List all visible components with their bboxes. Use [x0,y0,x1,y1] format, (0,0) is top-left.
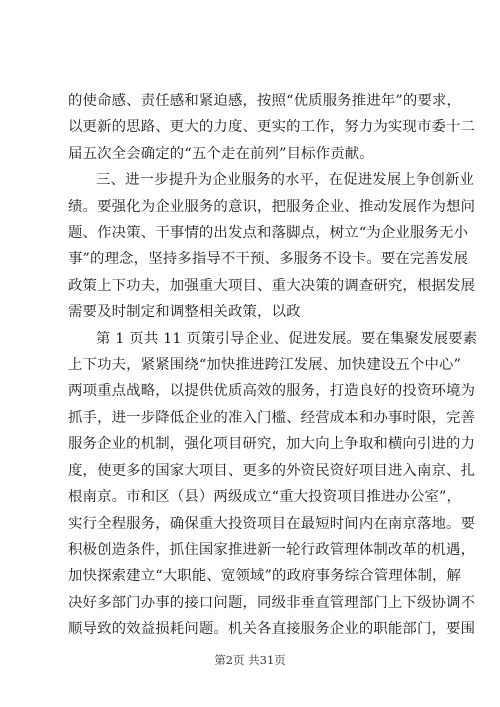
text-line: 积极创造条件，抓住国家推进新一轮行政管理体制改革的机遇， [68,541,476,558]
text-line: 的使命感、责任感和紧迫感，按照“优质服务推进年”的要求， [68,93,462,109]
paragraph-3 [68,326,478,643]
text-line: 届五次全会确定的“五个走在前列”目标作贡献。 [68,145,374,162]
text-line: 事”的理念，坚持多指导不干预、多服务不设卡。要在完善发展 [68,251,469,268]
text-line: 绩。要强化为企业服务的意识，把服务企业、推动发展作为想问 [68,198,476,215]
text-line: 需要及时制定和调整相关政策，以政 [68,304,301,321]
text-line: 服务企业的机制，强化项目研究，加大向上争取和横向引进的力 [68,436,476,453]
document-body [68,88,478,643]
text-line: 顺导致的效益损耗问题。机关各直接服务企业的职能部门，要围 [68,621,476,638]
text-line: 三、进一步提升为企业服务的水平，在促进发展上争创新业 [96,172,475,189]
text-line: 实行全程服务，确保重大投资项目在最短时间内在南京落地。要 [68,515,476,532]
text-line: 决好多部门办事的接口问题，同级非垂直管理部门上下级协调不 [68,594,476,611]
page-number: 第2页 共31页 [214,653,286,667]
text-line: 题、作决策、干事情的出发点和落脚点，树立“为企业服务无小 [68,225,469,242]
text-line: 以更新的思路、更大的力度、更实的工作，努力为实现市委十二 [68,119,476,136]
text-line: 两项重点战略，以提供优质高效的服务，打造良好的投资环境为 [68,383,476,400]
paragraph-2 [68,167,476,325]
page-footer [0,652,500,668]
text-line: 度，使更多的国家大项目、更多的外资民资好项目进入南京、扎 [68,462,476,479]
text-line: 抓手，进一步降低企业的准入门槛、经营成本和办事时限，完善 [68,409,476,426]
text-line: 加快探索建立“大职能、宽领域”的政府事务综合管理体制，解 [68,568,462,585]
text-line: 政策上下功夫，加强重大项目、重大决策的调查研究，根据发展 [68,277,476,294]
paragraph-1 [68,88,476,167]
text-line: 上下功夫，紧紧围绕“加快推进跨江发展、加快建设五个中心” [68,357,462,374]
text-line: 根南京。市和区（县）两级成立“重大投资项目推进办公室”， [68,489,462,506]
text-line: 第 1 页共 11 页策引导企业、促进发展。要在集聚发展要素 [96,330,478,347]
